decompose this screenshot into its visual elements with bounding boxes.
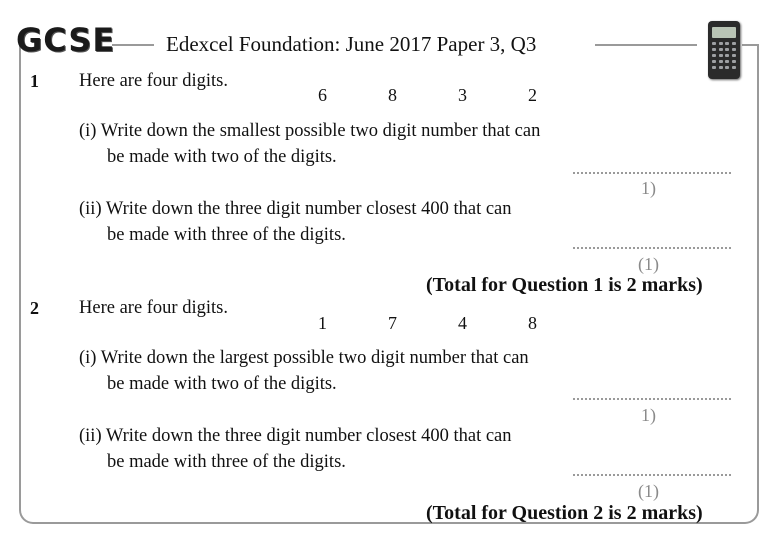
question-2-intro: Here are four digits. bbox=[79, 298, 228, 318]
question-2-total: (Total for Question 2 is 2 marks) bbox=[426, 502, 703, 524]
question-2-part-ii-answer-line[interactable] bbox=[573, 474, 731, 476]
question-1-part-ii-text-cont: be made with three of the digits. bbox=[107, 225, 346, 245]
question-2-part-ii-marks: (1) bbox=[638, 481, 659, 501]
question-1-number: 1 bbox=[30, 71, 39, 91]
calculator-keys bbox=[712, 42, 736, 69]
question-2-digit: 8 bbox=[528, 313, 537, 333]
question-1-intro: Here are four digits. bbox=[79, 71, 228, 91]
question-1-part-i-answer-line[interactable] bbox=[573, 172, 731, 174]
question-1-total: (Total for Question 1 is 2 marks) bbox=[426, 274, 703, 296]
question-1-digit: 2 bbox=[528, 85, 537, 105]
question-1-part-i-text: (i) Write down the smallest possible two digit number that can bbox=[79, 121, 541, 141]
question-1-digit: 8 bbox=[388, 85, 397, 105]
question-2-digit: 1 bbox=[318, 313, 327, 333]
question-1-part-ii-marks: (1) bbox=[638, 254, 659, 274]
question-2-digit: 7 bbox=[388, 313, 397, 333]
question-1-digit: 3 bbox=[458, 85, 467, 105]
question-2-part-i-text: (i) Write down the largest possible two digit number that can bbox=[79, 348, 529, 368]
question-1-part-ii-answer-line[interactable] bbox=[573, 247, 731, 249]
gcse-logo: GCSE bbox=[16, 21, 116, 59]
question-2-number: 2 bbox=[30, 298, 39, 318]
question-2-part-i-marks: 1) bbox=[641, 405, 656, 425]
calculator-icon bbox=[708, 21, 740, 79]
calculator-screen bbox=[712, 27, 736, 38]
question-1-part-ii-text: (ii) Write down the three digit number closest 400 that can bbox=[79, 199, 512, 219]
question-2-part-i-text-cont: be made with two of the digits. bbox=[107, 374, 337, 394]
page-title: Edexcel Foundation: June 2017 Paper 3, Q3 bbox=[162, 34, 540, 55]
header-rule-right bbox=[595, 44, 697, 46]
question-1-digit: 6 bbox=[318, 85, 327, 105]
question-2-part-ii-text: (ii) Write down the three digit number closest 400 that can bbox=[79, 426, 512, 446]
question-2-part-i-answer-line[interactable] bbox=[573, 398, 731, 400]
question-2-part-ii-text-cont: be made with three of the digits. bbox=[107, 452, 346, 472]
header-rule-right-end bbox=[742, 44, 759, 46]
question-1-part-i-marks: 1) bbox=[641, 178, 656, 198]
header-rule-left bbox=[112, 44, 154, 46]
question-2-digit: 4 bbox=[458, 313, 467, 333]
question-1-part-i-text-cont: be made with two of the digits. bbox=[107, 147, 337, 167]
